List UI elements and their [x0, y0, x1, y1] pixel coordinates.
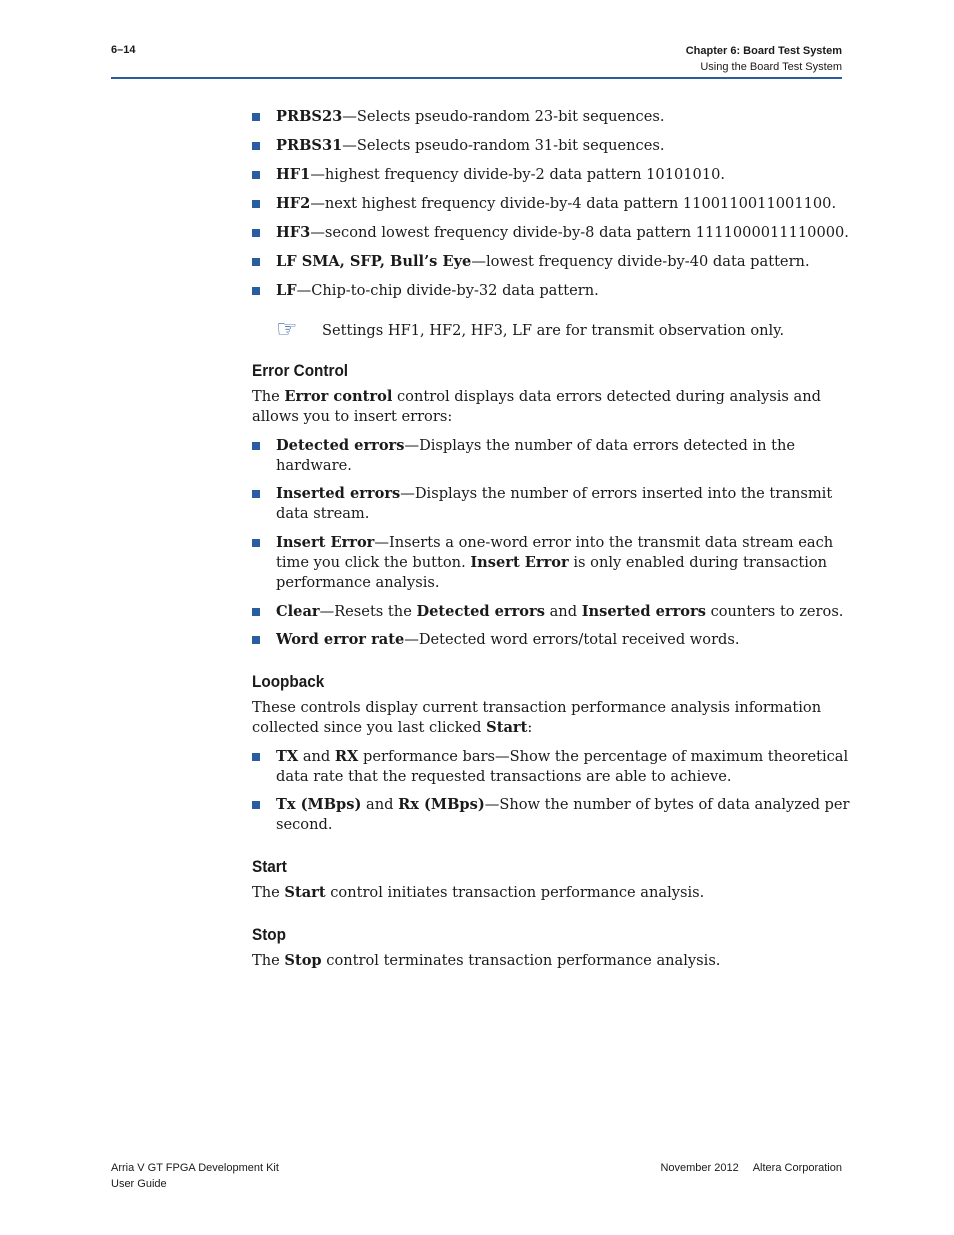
footer-left: [111, 1160, 279, 1192]
running-header: [686, 43, 842, 75]
term: PRBS31: [276, 137, 343, 154]
term: PRBS23: [276, 108, 343, 125]
term: TX: [276, 748, 299, 765]
term: HF2: [276, 195, 311, 212]
list-item: [252, 107, 852, 127]
text: :: [527, 719, 533, 736]
description: —Chip-to-chip divide-by-32 data pattern.: [296, 282, 599, 299]
term: Inserted errors: [581, 603, 706, 620]
section-heading-error-control: Error Control: [252, 361, 349, 380]
description: and: [544, 603, 582, 620]
term: Detected errors: [416, 603, 545, 620]
section-heading-start: Start: [252, 857, 287, 876]
term: Tx (MBps): [276, 796, 362, 813]
description: —Displays the number of errors inserted into the transmit data stream.: [276, 485, 833, 522]
section-heading-stop: Stop: [252, 925, 287, 944]
list-item: [252, 436, 852, 476]
text: control initiates transaction performance analysis.: [325, 884, 705, 901]
term: Detected errors: [276, 437, 405, 454]
list-item: [252, 484, 852, 524]
bullet-icon: [252, 442, 260, 450]
description: —highest frequency divide-by-2 data pattern 10101010.: [310, 166, 726, 183]
term: Clear: [276, 603, 320, 620]
chapter-title: Chapter 6: Board Test System: [685, 45, 842, 57]
term: HF1: [276, 166, 311, 183]
description: and: [298, 748, 335, 765]
description: and: [361, 796, 399, 813]
section-title: Using the Board Test System: [700, 61, 842, 73]
term: Insert Error: [470, 554, 569, 571]
paragraph: [252, 951, 852, 971]
description: —Inserts a one-word error into the transmit data stream each time you click the button.: [276, 534, 834, 571]
description: performance bars—Show the percentage of maximum theoretical data rate that the requested transactions are able to achieve.: [276, 748, 849, 785]
bullet-icon: [252, 636, 260, 644]
term: Stop: [284, 952, 322, 969]
paragraph: [252, 387, 852, 427]
company-name: Altera Corporation: [752, 1162, 842, 1174]
footer-right: [660, 1160, 842, 1176]
pattern-list: [252, 107, 852, 301]
description: —Detected word errors/total received words.: [404, 631, 740, 648]
list-item: [252, 281, 852, 301]
term: Error control: [284, 388, 393, 405]
text: control terminates transaction performance analysis.: [321, 952, 721, 969]
description: —Selects pseudo-random 31-bit sequences.: [342, 137, 665, 154]
bullet-icon: [252, 287, 260, 295]
doc-type: User Guide: [111, 1178, 167, 1190]
paragraph: [252, 883, 852, 903]
section-heading-loopback: Loopback: [252, 672, 325, 691]
list-item: [252, 223, 852, 243]
list-item: [252, 602, 852, 622]
description: —Show the number of bytes of data analyzed per second.: [276, 796, 850, 833]
doc-date: November 2012: [660, 1162, 739, 1174]
bullet-icon: [252, 229, 260, 237]
loopback-list: [252, 747, 852, 835]
term: RX: [334, 748, 359, 765]
bullet-icon: [252, 142, 260, 150]
term: Insert Error: [276, 534, 375, 551]
bullet-icon: [252, 753, 260, 761]
description: —second lowest frequency divide-by-8 data pattern 1111000011110000.: [310, 224, 849, 241]
term: Start: [486, 719, 528, 736]
bullet-icon: [252, 608, 260, 616]
term: Start: [284, 884, 326, 901]
term: Rx (MBps): [398, 796, 485, 813]
description: —Displays the number of data errors detected in the hardware.: [276, 437, 796, 474]
bullet-icon: [252, 490, 260, 498]
term: LF: [276, 282, 297, 299]
term: Word error rate: [276, 631, 405, 648]
term: HF3: [276, 224, 311, 241]
note-text: Settings HF1, HF2, HF3, LF are for transmit observation only.: [322, 322, 785, 339]
pointing-hand-icon: ☞: [276, 315, 298, 343]
header-rule: [111, 77, 842, 79]
description: —next highest frequency divide-by-4 data pattern 1100110011001100.: [310, 195, 837, 212]
term: Inserted errors: [276, 485, 401, 502]
list-item: [252, 795, 852, 835]
text: The: [252, 388, 285, 405]
doc-title: Arria V GT FPGA Development Kit: [111, 1162, 279, 1174]
paragraph: [252, 698, 852, 738]
page-number: 6–14: [111, 44, 136, 56]
page-body: [252, 105, 852, 971]
text: control displays data errors detected during analysis and allows you to insert errors:: [252, 388, 821, 425]
text: The: [252, 952, 285, 969]
bullet-icon: [252, 801, 260, 809]
error-control-list: [252, 436, 852, 650]
list-item: [252, 252, 852, 272]
list-item: [252, 136, 852, 156]
list-item: [252, 194, 852, 214]
term: LF SMA, SFP, Bull’s Eye: [276, 253, 472, 270]
list-item: [252, 747, 852, 787]
bullet-icon: [252, 258, 260, 266]
note: [252, 315, 852, 343]
description: —Resets the: [319, 603, 417, 620]
bullet-icon: [252, 539, 260, 547]
description: —Selects pseudo-random 23-bit sequences.: [342, 108, 665, 125]
bullet-icon: [252, 200, 260, 208]
description: counters to zeros.: [705, 603, 844, 620]
list-item: [252, 630, 852, 650]
bullet-icon: [252, 171, 260, 179]
list-item: [252, 165, 852, 185]
description: —lowest frequency divide-by-40 data pattern.: [471, 253, 810, 270]
text: The: [252, 884, 285, 901]
text: These controls display current transaction performance analysis information collected since you last clicked: [252, 699, 822, 736]
bullet-icon: [252, 113, 260, 121]
list-item: [252, 533, 852, 593]
description: is only enabled during transaction performance analysis.: [276, 554, 828, 591]
